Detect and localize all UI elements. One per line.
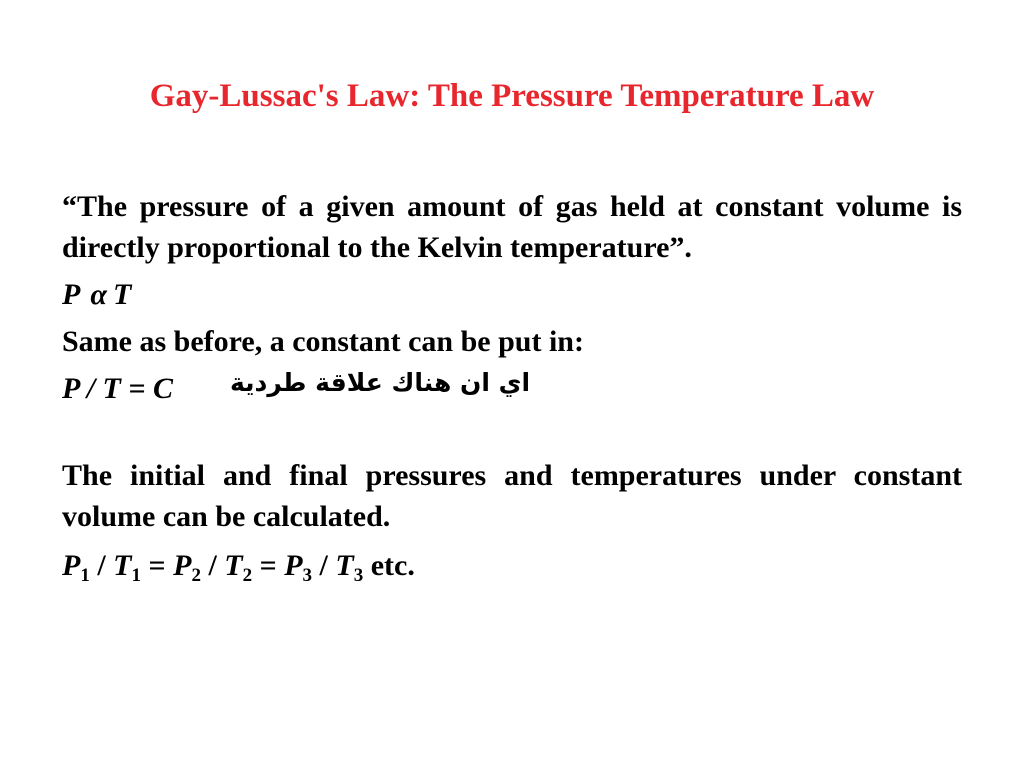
law-statement: “The pressure of a given amount of gas held at constant volume is directly proportional to the Kelvin temperature”. (62, 190, 962, 264)
equals-1: = (141, 549, 174, 582)
p2-subscript: 2 (191, 565, 201, 586)
t2-subscript: 2 (242, 565, 253, 586)
constant-statement: Same as before, a constant can be put in: (62, 325, 584, 358)
p3-symbol: P (284, 549, 303, 582)
proportionality-formula (62, 274, 962, 315)
t2-symbol: T (224, 549, 243, 582)
t1-symbol: T (113, 549, 132, 582)
t3-subscript: 3 (353, 565, 364, 586)
slide-title: Gay-Lussac's Law: The Pressure Temperature Law (149, 78, 875, 114)
ratio-equality-formula (62, 545, 962, 586)
p1-subscript: 1 (80, 565, 90, 586)
slash-2: / (200, 549, 225, 582)
p3-subscript: 3 (302, 565, 313, 586)
etc-text: etc. (363, 549, 415, 582)
p1-symbol: P (62, 549, 81, 582)
slash-1: / (89, 549, 114, 582)
equals-2: = (252, 549, 285, 582)
constant-formula-expression: P / T = C (62, 372, 173, 405)
pressure-symbol: P (62, 278, 81, 311)
slash-3: / (312, 549, 336, 582)
t1-subscript: 1 (131, 565, 141, 586)
t3-symbol: T (335, 549, 354, 582)
temperature-symbol: T (112, 278, 132, 311)
proportional-symbol: α (90, 278, 107, 311)
constant-formula (62, 368, 962, 409)
p2-symbol: P (173, 549, 192, 582)
arabic-note: اي ان هناك علاقة طردية (230, 368, 531, 397)
slide-body (62, 186, 962, 586)
calculation-statement: The initial and final pressures and temperatures under constant volume can be calculated. (62, 459, 962, 533)
